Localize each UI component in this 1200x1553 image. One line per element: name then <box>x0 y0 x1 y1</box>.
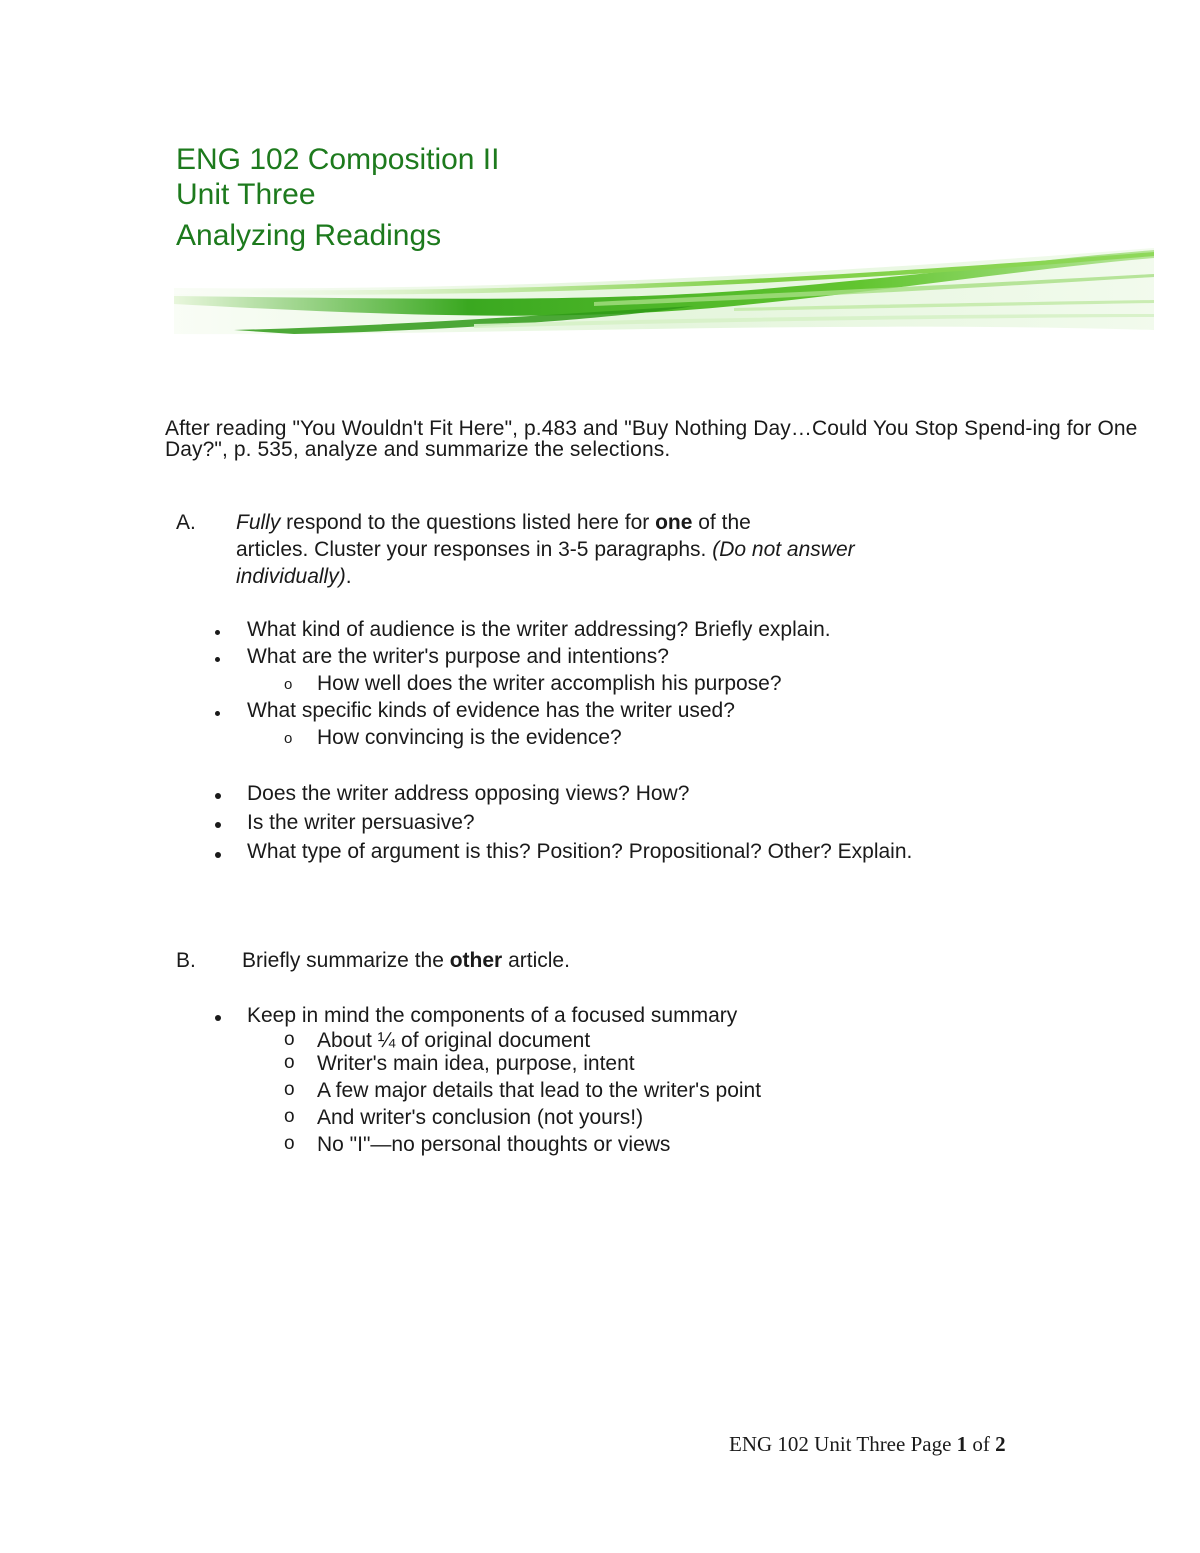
summary-component: No "I"—no personal thoughts or views <box>317 1133 671 1156</box>
sub-bullet-o-icon: o <box>284 730 293 747</box>
bullet-dot <box>215 822 221 828</box>
topic-title: Analyzing Readings <box>176 219 442 252</box>
section-a-line-2 <box>236 537 855 563</box>
section-b-letter: B. <box>176 949 196 972</box>
section-a-text-1: respond to the questions listed here for <box>280 511 656 534</box>
sub-bullet-o-icon: o <box>284 1133 295 1154</box>
footer-page-number: 1 <box>956 1432 968 1456</box>
bullet-item: What type of argument is this? Position? Propositional? Other? Explain. <box>247 840 913 863</box>
bullet-item: Keep in mind the components of a focused summary <box>247 1004 738 1027</box>
section-b-bold: other <box>449 949 503 972</box>
section-a-letter: A. <box>176 511 196 534</box>
sub-bullet-item: How convincing is the evidence? <box>317 726 622 749</box>
sub-bullet-o-icon: o <box>284 1029 295 1050</box>
summary-component: A few major details that lead to the writer's point <box>317 1079 762 1102</box>
bullet-dot <box>215 657 220 662</box>
sub-bullet-item: How well does the writer accomplish his purpose? <box>317 672 782 695</box>
unit-title: Unit Three <box>176 178 316 211</box>
bullet-item: Does the writer address opposing views? How? <box>247 782 690 805</box>
sub-bullet-o-icon: o <box>284 1052 295 1073</box>
section-b-text-2: article. <box>502 949 570 972</box>
footer-page-total: 2 <box>995 1432 1006 1456</box>
bullet-dot <box>215 793 221 799</box>
section-a-line-2-text: articles. Cluster your responses in 3-5 paragraphs. <box>236 538 713 561</box>
section-a-line-2-italic: (Do not answer <box>712 538 855 561</box>
sub-bullet-o-icon: o <box>284 1079 295 1100</box>
section-a-italic-lead: Fully <box>236 511 281 534</box>
section-a-line-3-italic: individually) <box>236 565 346 588</box>
summary-component: Writer's main idea, purpose, intent <box>317 1052 635 1075</box>
bullet-dot <box>215 711 220 716</box>
section-a-bold: one <box>655 511 693 534</box>
bullet-dot <box>215 852 221 858</box>
bullet-dot <box>215 1015 221 1021</box>
intro-paragraph: After reading "You Wouldn't Fit Here", p.483 and "Buy Nothing Day…Could You Stop Spend-ing for One Day?", p. 535, analyze and summarize the selections. <box>165 417 1138 461</box>
bullet-dot <box>215 630 220 635</box>
bullet-item: What specific kinds of evidence has the writer used? <box>247 699 735 722</box>
summary-component: And writer's conclusion (not yours!) <box>317 1106 644 1129</box>
sub-bullet-o-icon: o <box>284 676 293 693</box>
footer-of: of <box>967 1432 996 1456</box>
sub-bullet-o-icon: o <box>284 1106 295 1127</box>
section-b-line <box>242 948 570 974</box>
course-title: ENG 102 Composition II <box>176 143 500 176</box>
bullet-item: What are the writer's purpose and intentions? <box>247 645 669 668</box>
bullet-item: What kind of audience is the writer addressing? Briefly explain. <box>247 618 831 641</box>
section-b-text-1: Briefly summarize the <box>242 949 450 972</box>
section-a-line-3 <box>236 564 352 590</box>
section-a-line-1 <box>236 510 751 536</box>
bullet-item: Is the writer persuasive? <box>247 811 475 834</box>
footer-label: ENG 102 Unit Three Page <box>729 1432 957 1456</box>
page-footer <box>729 1432 1006 1457</box>
summary-component: About ¼ of original document <box>317 1029 591 1052</box>
section-a-text-2: of the <box>692 511 751 534</box>
section-a-line-3-end: . <box>345 565 352 588</box>
green-swoosh-banner <box>174 244 1154 336</box>
